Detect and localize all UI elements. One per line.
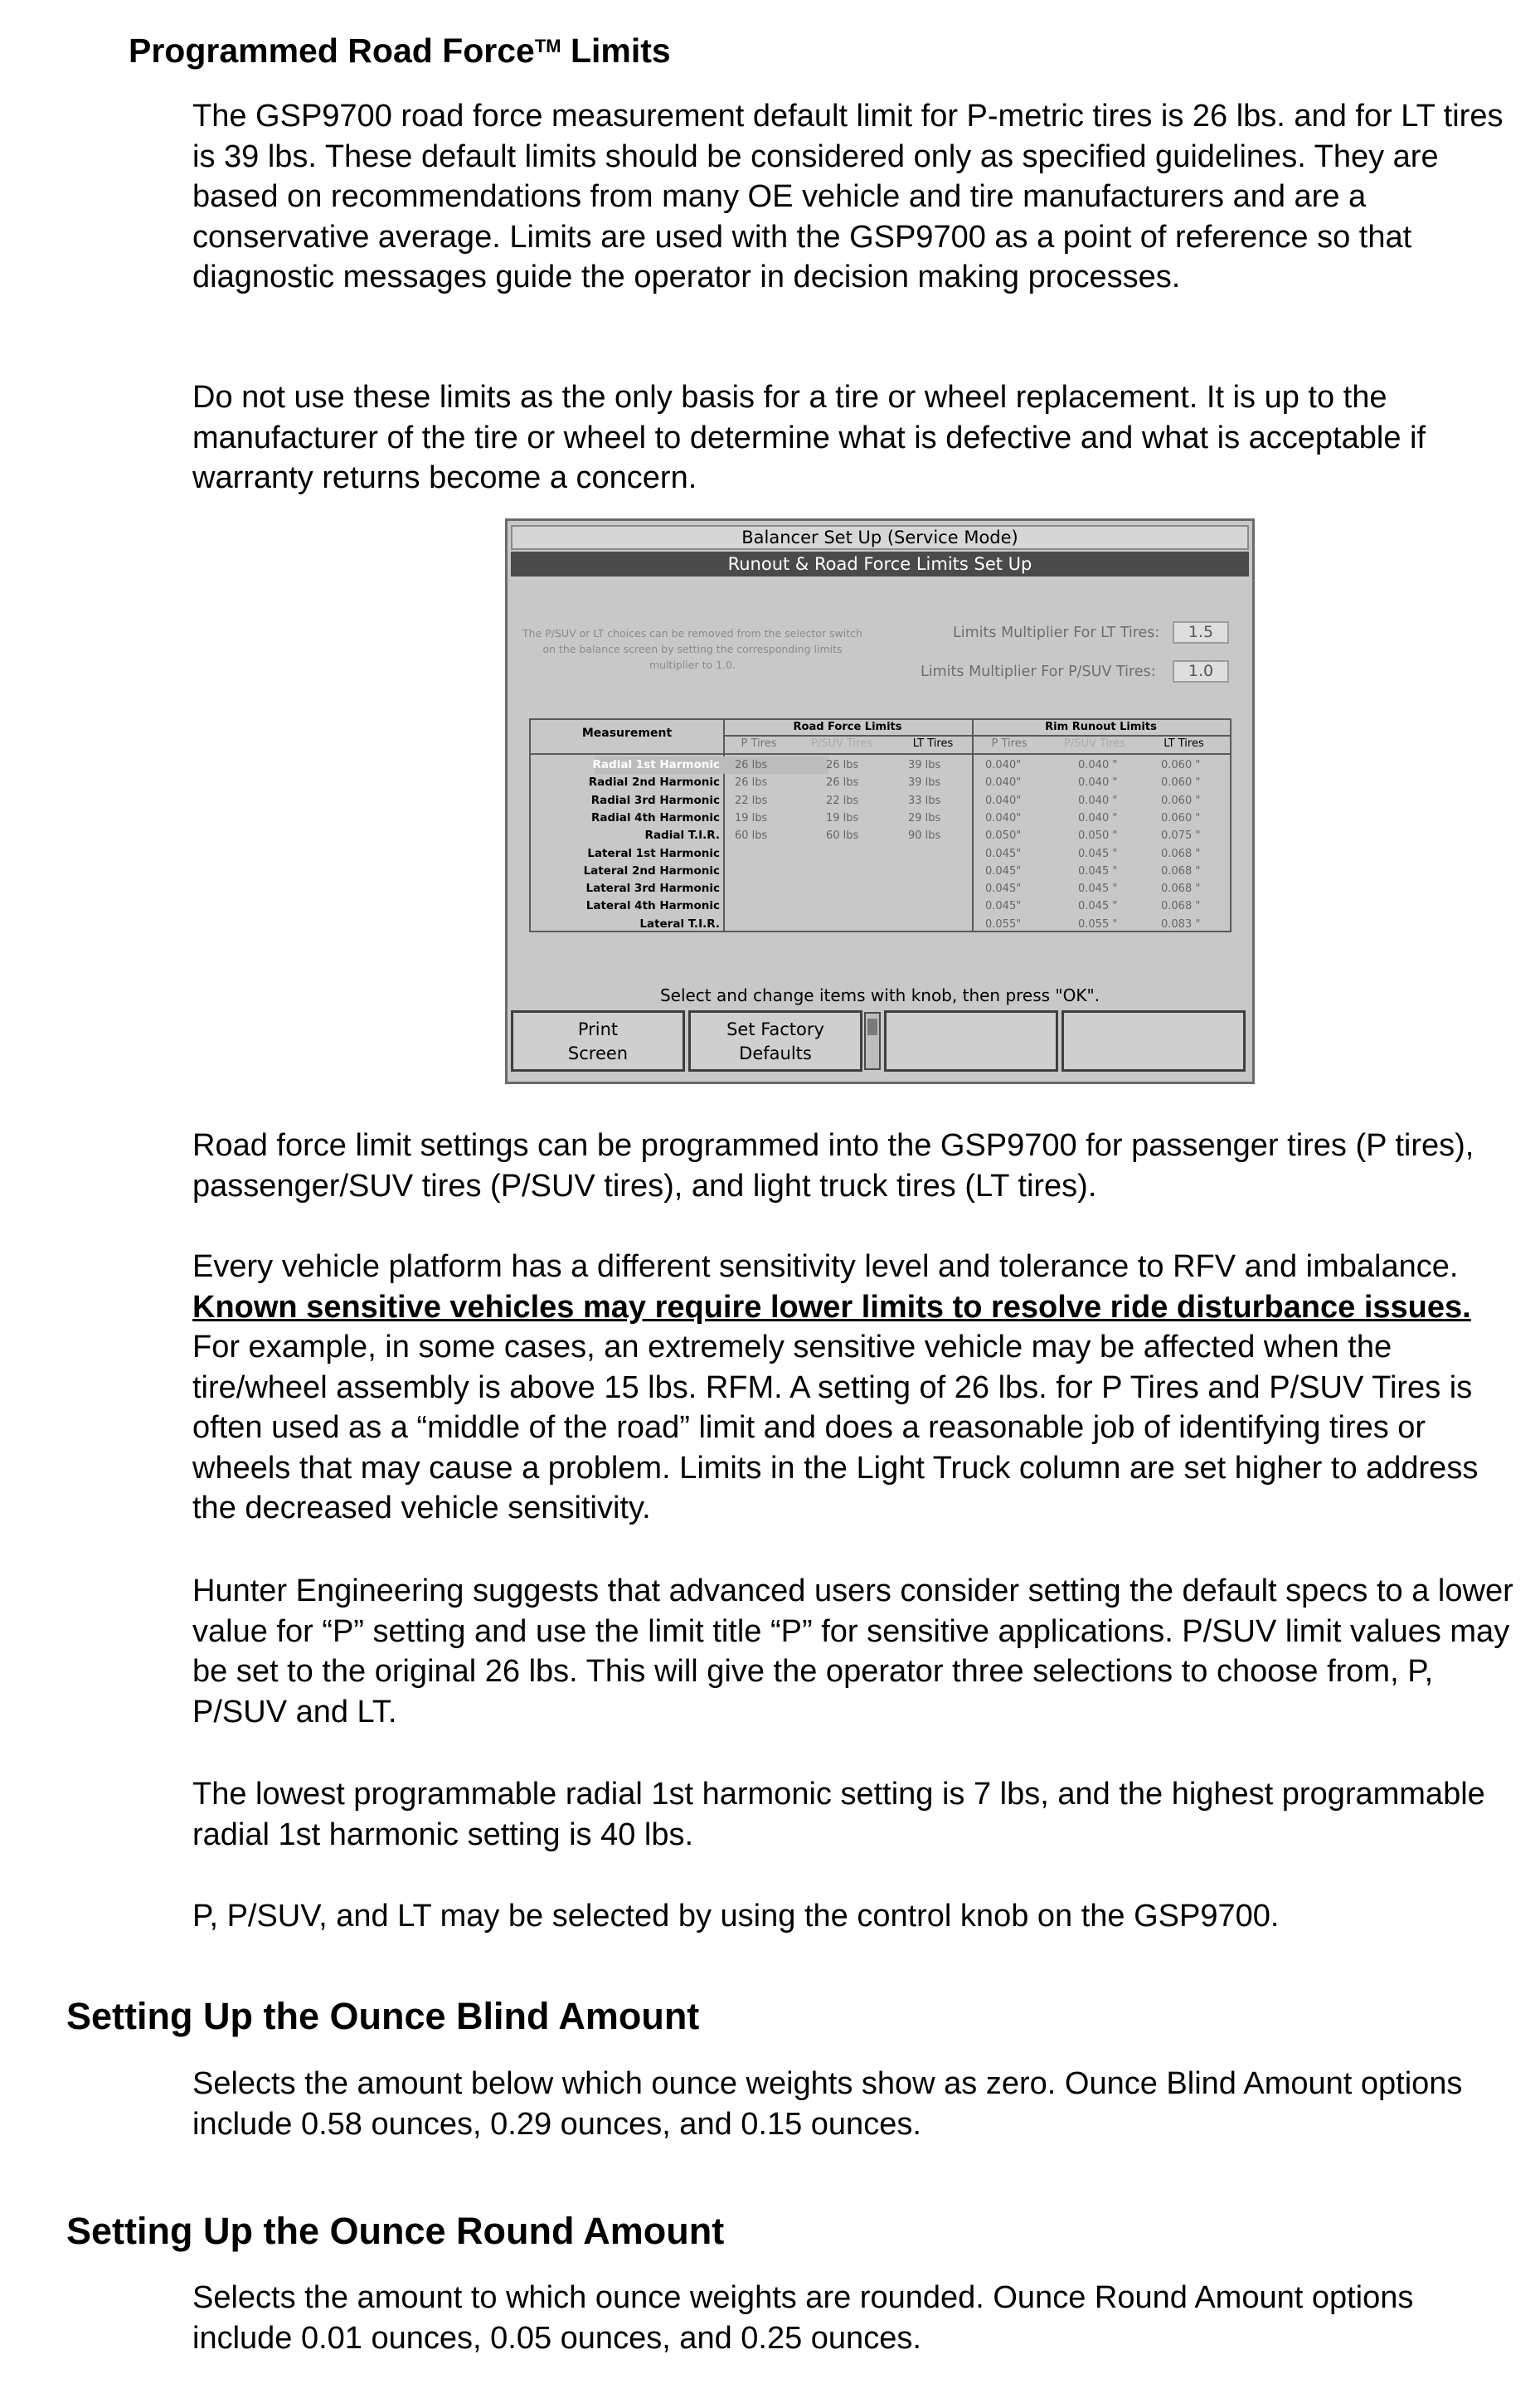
subheader-rr-lt: LT Tires [1164, 737, 1204, 750]
table-row[interactable] [531, 863, 1230, 880]
instruction-text: Select and change items with knob, then press "OK". [659, 985, 1100, 1005]
rim-runout-value[interactable]: 0.055" [985, 917, 1022, 931]
print-screen-label-1: Print [577, 1019, 619, 1039]
road-force-value[interactable]: 60 lbs [826, 829, 859, 843]
rim-runout-value[interactable]: 0.040" [985, 759, 1022, 771]
p4-emphasis: Known sensitive vehicles may require lower limits to resolve ride disturbance issues. [192, 1289, 1471, 1325]
print-screen-label-2: Screen [567, 1043, 629, 1063]
road-force-value[interactable]: 19 lbs [826, 811, 859, 825]
rim-runout-value[interactable]: 0.040" [985, 794, 1022, 807]
set-factory-label-1: Set Factory [726, 1019, 824, 1039]
road-force-value[interactable]: 29 lbs [908, 811, 941, 825]
road-force-value[interactable]: 39 lbs [908, 759, 941, 771]
rim-runout-value[interactable]: 0.045 " [1078, 847, 1118, 860]
subheader-rf-psuv: P/SUV Tires [811, 737, 872, 750]
measurement-name: Radial 1st Harmonic [592, 758, 720, 771]
lt-multiplier-label: Limits Multiplier For LT Tires: [953, 625, 1160, 641]
table-row[interactable] [531, 880, 1230, 897]
rim-runout-value[interactable]: 0.083 " [1161, 917, 1201, 931]
road-force-value[interactable]: 26 lbs [735, 759, 768, 771]
paragraph-default-limits: The GSP9700 road force measurement default limit for P-metric tires is 26 lbs. and for LT tires is 39 lbs. These default limits should be considered only as specified guidelines. They are based on recommendations from many OE vehicle and tire manufacturers and are a conservative average. Limits are used with the GSP9700 as a point of reference so that diagnostic messages guide the operator in decision making processes. [192, 99, 1504, 294]
paragraph-programmed-settings: Road force limit settings can be programmed into the GSP9700 for passenger tires (P tires), passenger/SUV tires (P/SUV tires), and light truck tires (LT tires). [192, 1128, 1474, 1204]
rim-runout-value[interactable]: 0.068 " [1161, 847, 1201, 860]
section-title-ounce-round: Setting Up the Ounce Round Amount [66, 2210, 725, 2252]
road-force-value[interactable]: 26 lbs [735, 776, 768, 790]
table-row[interactable] [531, 756, 1230, 774]
rim-runout-value[interactable]: 0.060 " [1161, 776, 1201, 790]
rim-runout-value[interactable]: 0.068 " [1161, 864, 1201, 878]
lt-multiplier-field[interactable]: 1.5 [1173, 621, 1229, 644]
paragraph-vehicle-sensitivity [192, 1247, 1519, 1529]
rim-runout-value[interactable]: 0.045" [985, 847, 1022, 860]
rim-runout-value[interactable]: 0.040" [985, 776, 1022, 790]
psuv-multiplier-field[interactable]: 1.0 [1173, 660, 1229, 683]
measurement-name: Lateral 4th Harmonic [585, 899, 720, 913]
measurement-name: Radial 4th Harmonic [590, 810, 720, 825]
subheader-rr-p: P Tires [991, 737, 1027, 750]
measurement-name: Lateral T.I.R. [639, 917, 720, 931]
paragraph-limits-basis: Do not use these limits as the only basis for a tire or wheel replacement. It is up to the manufacturer of the tire or wheel to determine what is defective and what is acceptable if warranty returns become a concern. [192, 380, 1426, 495]
table-row[interactable] [531, 774, 1230, 791]
measurement-name: Radial 2nd Harmonic [588, 776, 720, 790]
road-force-value[interactable]: 22 lbs [735, 794, 768, 807]
section-title-ounce-blind: Setting Up the Ounce Blind Amount [66, 1995, 700, 2037]
heading-text: Programmed Road Force [129, 32, 535, 70]
balancer-setup-screenshot [505, 518, 1255, 1084]
softkey-3-button[interactable] [884, 1010, 1058, 1072]
rim-runout-value[interactable]: 0.055 " [1078, 917, 1118, 931]
road-force-value[interactable]: 39 lbs [908, 776, 941, 790]
paragraph-ounce-blind: Selects the amount below which ounce weights show as zero. Ounce Blind Amount options include 0.58 ounces, 0.29 ounces, and 0.15 ounces. [192, 2066, 1463, 2142]
multiplier-note: The P/SUV or LT choices can be removed from the selector switch on the balance screen by setting the corresponding limits multiplier to 1.0. [522, 627, 862, 671]
rim-runout-value[interactable]: 0.040 " [1078, 776, 1118, 790]
rim-runout-value[interactable]: 0.045" [985, 864, 1022, 878]
measurement-name: Lateral 2nd Harmonic [583, 863, 720, 878]
road-force-value[interactable]: 60 lbs [735, 829, 768, 843]
heading-text-end: Limits [561, 32, 671, 70]
rim-runout-value[interactable]: 0.045 " [1078, 900, 1118, 913]
screen-subtitle-bar: Runout & Road Force Limits Set Up [511, 552, 1249, 576]
rim-runout-value[interactable]: 0.045" [985, 900, 1022, 913]
road-force-value[interactable]: 33 lbs [908, 794, 941, 807]
rim-runout-value[interactable]: 0.045" [985, 883, 1022, 896]
rim-runout-value[interactable]: 0.050 " [1078, 829, 1118, 843]
subheader-rr-psuv: P/SUV Tires [1064, 737, 1125, 750]
subheader-rf-p: P Tires [741, 737, 777, 750]
road-force-value[interactable]: 19 lbs [735, 811, 768, 825]
section-title-road-force-limits [129, 32, 671, 71]
road-force-value[interactable]: 26 lbs [826, 759, 859, 771]
rim-runout-value[interactable]: 0.068 " [1161, 900, 1201, 913]
measurement-name: Lateral 3rd Harmonic [585, 882, 720, 896]
table-row[interactable] [531, 897, 1230, 915]
print-screen-button[interactable] [511, 1010, 685, 1072]
set-factory-defaults-button[interactable] [688, 1010, 862, 1072]
paragraph-control-knob: P, P/SUV, and LT may be selected by using the control knob on the GSP9700. [192, 1899, 1280, 1934]
road-force-value[interactable]: 26 lbs [826, 776, 859, 790]
road-force-value[interactable]: 90 lbs [908, 829, 941, 843]
rim-runout-value[interactable]: 0.040 " [1078, 759, 1118, 771]
measurement-header: Measurement [581, 727, 673, 740]
table-row[interactable] [531, 827, 1230, 844]
measurement-name: Radial 3rd Harmonic [590, 793, 720, 807]
trademark-mark: TM [534, 36, 561, 56]
screen-title-bar: Balancer Set Up (Service Mode) [511, 525, 1249, 550]
paragraph-ounce-round: Selects the amount to which ounce weights are rounded. Ounce Round Amount options include 0.01 ounces, 0.05 ounces, and 0.25 ounces. [192, 2280, 1414, 2356]
rim-runout-value[interactable]: 0.045 " [1078, 883, 1118, 896]
limits-table [529, 718, 1232, 932]
table-row[interactable] [531, 792, 1230, 810]
rim-runout-value[interactable]: 0.060 " [1161, 794, 1201, 807]
road-force-value[interactable]: 22 lbs [826, 794, 859, 807]
scrollbar-thumb[interactable] [867, 1019, 877, 1035]
measurement-name: Lateral 1st Harmonic [587, 846, 720, 860]
table-row[interactable] [531, 916, 1230, 933]
rim-runout-header: Rim Runout Limits [1045, 721, 1157, 733]
rim-runout-value[interactable]: 0.050" [985, 829, 1022, 843]
psuv-multiplier-label: Limits Multiplier For P/SUV Tires: [921, 664, 1156, 680]
rim-runout-value[interactable]: 0.040" [985, 811, 1022, 825]
rim-runout-value[interactable]: 0.040 " [1078, 811, 1118, 825]
rim-runout-value[interactable]: 0.040 " [1078, 794, 1118, 807]
rim-runout-value[interactable]: 0.060 " [1161, 811, 1201, 825]
table-row[interactable] [531, 845, 1230, 863]
rim-runout-value[interactable]: 0.068 " [1161, 883, 1201, 896]
subheader-rf-lt: LT Tires [912, 737, 954, 750]
p4-text-a: Every vehicle platform has a different sensitivity level and tolerance to RFV and imbalance. [192, 1249, 1459, 1284]
rim-runout-value[interactable]: 0.045 " [1078, 864, 1118, 878]
softkey-4-button[interactable] [1061, 1010, 1246, 1072]
road-force-header: Road Force Limits [793, 721, 902, 733]
set-factory-label-2: Defaults [739, 1043, 812, 1063]
scrollbar[interactable] [864, 1012, 881, 1070]
table-row[interactable] [531, 810, 1230, 827]
paragraph-advanced-users: Hunter Engineering suggests that advanced users consider setting the default specs to a lower value for “P” setting and use the limit title “P” for sensitive applications. P/SUV limit values may be set to the original 26 lbs. This will give the operator three selections to choose from, P, P/SUV and LT. [192, 1574, 1513, 1729]
rim-runout-value[interactable]: 0.060 " [1161, 759, 1201, 771]
paragraph-programmable-range: The lowest programmable radial 1st harmonic setting is 7 lbs, and the highest programmable radial 1st harmonic setting is 40 lbs. [192, 1777, 1485, 1852]
rim-runout-value[interactable]: 0.075 " [1161, 829, 1201, 843]
p4-text-c: For example, in some cases, an extremely sensitive vehicle may be affected when the tire/wheel assembly is above 15 lbs. RFM. A setting of 26 lbs. for P Tires and P/SUV Tires is often used as a “middle of the road” limit and does a reasonable job of identifying tires or wheels that may cause a problem. Limits in the Light Truck column are set higher to address the decreased vehicle sensitivity. [192, 1330, 1479, 1525]
measurement-name: Radial T.I.R. [644, 829, 720, 843]
